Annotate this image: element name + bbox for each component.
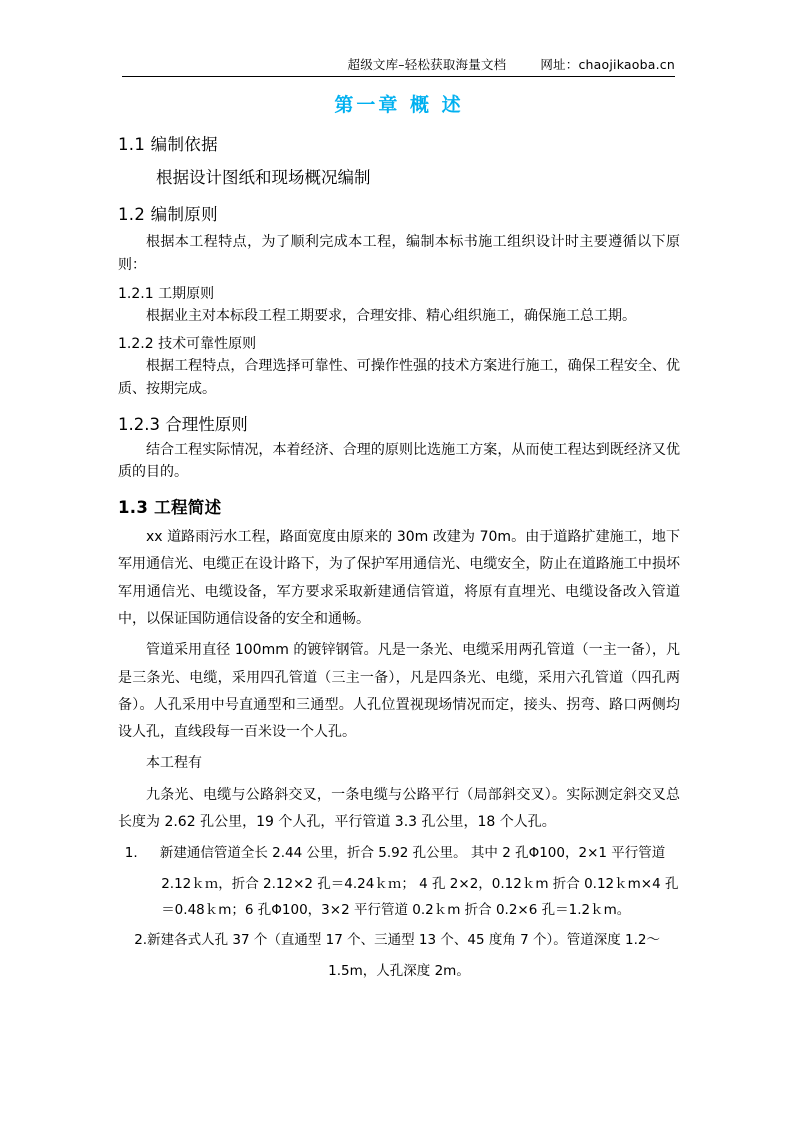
list-item-2: 2.新建各式人孔 37 个（直通型 17 个、三通型 13 个、45 度角 7 个）。管道深度 1.2～: [134, 932, 661, 949]
section-body-1-1: 根据设计图纸和现场概况编制: [155, 168, 371, 187]
section-body-1-3-p1: xx 道路雨污水工程，路面宽度由原来的 30m 改建为 70m。由于道路扩建施工，地下军用通信光、电缆正在设计路下，为了保护军用通信光、电缆安全，防止在道路施工中损坏军用通信光、电缆设备，军方要求采取新建通信管道，将原有直埋光、电缆设备改入管道中，以保证国防通信设备的安全和通畅。: [118, 529, 680, 627]
list-item-1-number: 1.: [124, 845, 138, 862]
section-body-1-2-3: 结合工程实际情况，本着经济、合理的原则比选施工方案，从而使工程达到既经济又优质的目的。: [118, 441, 680, 481]
section-title-1-2: 1.2 编制原则: [118, 205, 218, 225]
chapter-title: 第一章 概 述: [334, 94, 464, 116]
section-title-1-1: 1.1 编制依据: [118, 135, 218, 154]
section-body-1-3-p4: 九条光、电缆与公路斜交叉，一条电缆与公路平行（局部斜交叉）。实际测定斜交叉总长度为 2.62 孔公里，19 个人孔，平行管道 3.3 孔公里，18 个人孔。: [118, 786, 680, 831]
header-url: 网址：chaojikaoba.cn: [540, 57, 675, 72]
header-divider: [122, 76, 675, 77]
section-body-1-2: 根据本工程特点，为了顺利完成本工程，编制本标书施工组织设计时主要遵循以下原则：: [118, 234, 680, 274]
section-title-1-2-1: 1.2.1 工期原则: [118, 285, 215, 302]
document-content: [118, 84, 680, 988]
list-item-2-continuation: 1.5m，人孔深度 2m。: [328, 962, 470, 979]
page-header: [122, 55, 675, 73]
section-title-1-3: 1.3 工程简述: [118, 498, 222, 518]
section-title-1-2-2: 1.2.2 技术可靠性原则: [118, 336, 257, 353]
section-title-1-2-3: 1.2.3 合理性原则: [118, 414, 248, 434]
list-item-1-continuation: 2.12ｋｍ，折合 2.12×2 孔＝4.24ｋｍ； 4 孔 2×2，0.12ｋm 折合 0.12ｋm×4 孔 ＝0.48ｋm；6 孔Φ100，3×2 平行管道 0.2ｋm 折合 0.2×6 孔＝1.2ｋm。: [161, 875, 679, 918]
section-body-1-3-p2: 管道采用直径 100mm 的镀锌钢管。凡是一条光、电缆采用两孔管道（一主一备），凡是三条光、电缆，采用四孔管道（三主一备），凡是四条光、电缆，采用六孔管道（四孔两备）。人孔采用中号直通型和三通型。人孔位置视现场情况而定，接头、拐弯、路口两侧均设人孔，直线段每一百米设一个人孔。: [118, 642, 680, 741]
section-body-1-2-2: 根据工程特点，合理选择可靠性、可操作性强的技术方案进行施工，确保工程安全、优质、按期完成。: [118, 358, 680, 398]
section-body-1-3-p3: 本工程有: [146, 755, 202, 772]
header-site-name: 超级文库–轻松获取海量文档: [347, 57, 507, 72]
section-body-1-2-1: 根据业主对本标段工程工期要求，合理安排、精心组织施工，确保施工总工期。: [146, 307, 636, 324]
list-item-1-text: 新建通信管道全长 2.44 公里，折合 5.92 孔公里。 其中 2 孔Φ100，2×1 平行管道: [159, 845, 666, 862]
list-item-1: [118, 840, 680, 866]
